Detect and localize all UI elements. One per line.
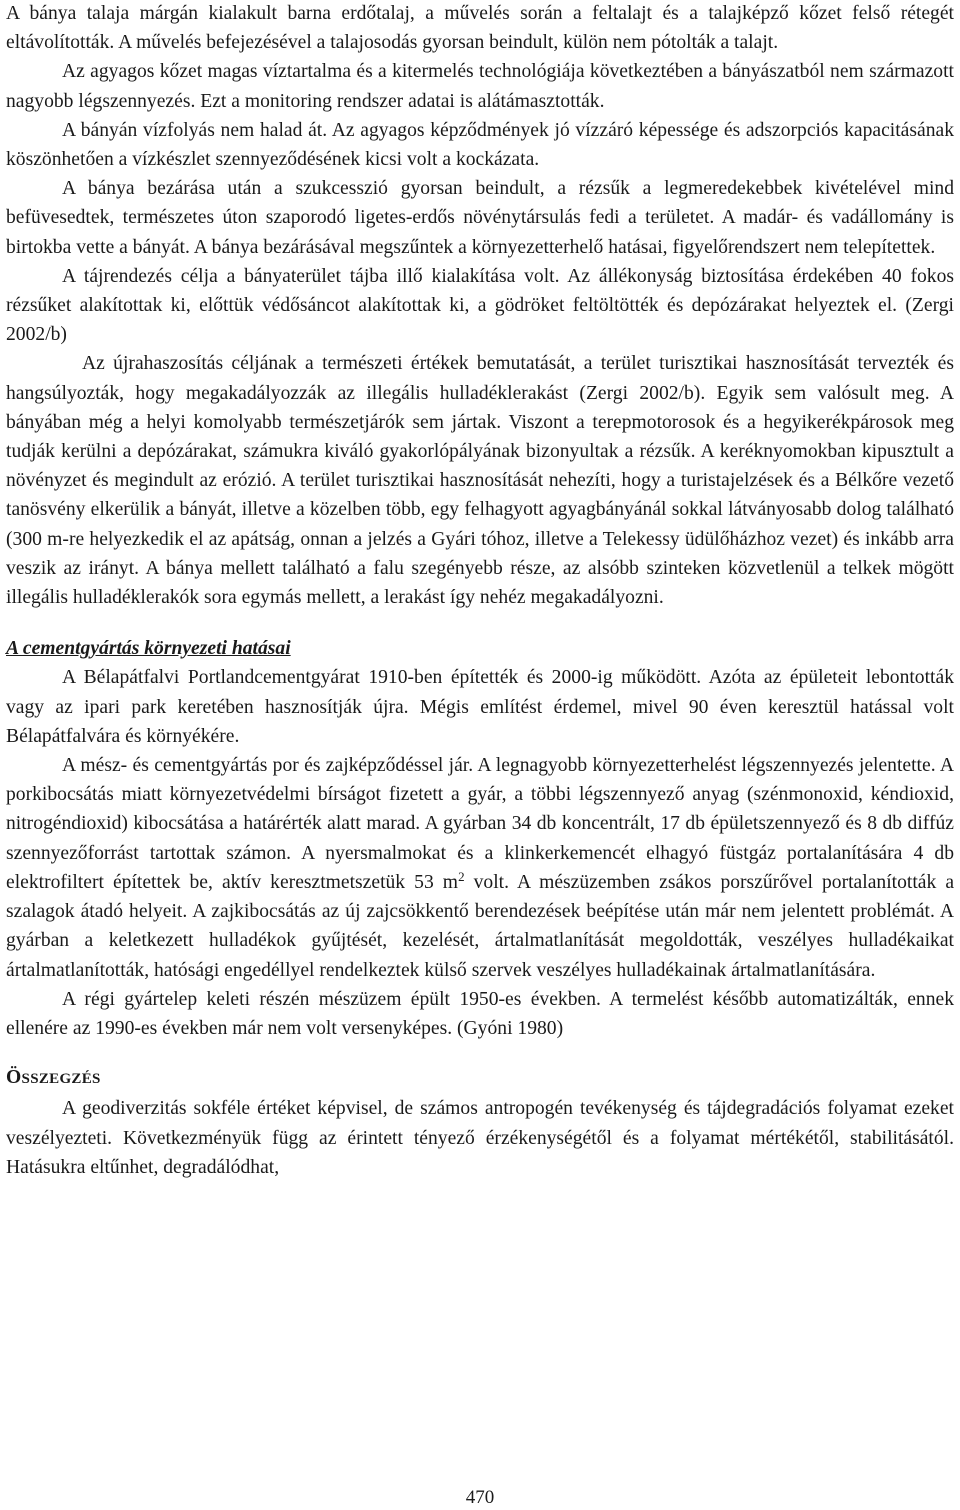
- summary-heading-initial: Ö: [6, 1067, 22, 1089]
- paragraph-landscape: A tájrendezés célja a bányaterület tájba illő kialakítása volt. Az állékonyság biztosítása érdekében 40 fokos rézsűket alakítottak ki, előttük védősáncot alakítottak ki, a gödröket feltöltötték és depózárakat helyeztek el. (Zergi 2002/b): [6, 265, 954, 346]
- summary-heading-rest: SSZEGZÉS: [21, 1071, 101, 1088]
- paragraph-succession: A bánya bezárása után a szukcesszió gyorsan beindult, a rézsűk a legmeredekebbek kivételével mind befüvesedtek, természetes úton szaporodó ligetes-erdős növénytársulás fedi a területet. A madár- és vadállomány is birtokba vette a bányát. A bánya bezárásával megszűntek a környezetterhelő hatásai, figyelőrendszert nem telepítettek.: [6, 178, 954, 258]
- paragraph-summary: A geodiverzitás sokféle értéket képvisel, de számos antropogén tevékenység és tájdegradációs folyamat ezeket veszélyezteti. Következményük függ az érintett tényező érzékenységétől és a folyamat mértékétől, stabilitásától. Hatásukra eltűnhet, degradálódhat,: [6, 1098, 954, 1178]
- paragraph-soil: A bánya talaja márgán kialakult barna erdőtalaj, a művelés során a feltalajt és a talajképző kőzet felső rétegét eltávolították. A művelés befejezésével a talajosodás gyorsan beindult, külön nem pótolták a talajt.: [6, 3, 954, 54]
- paragraph-reuse: Az újrahaszosítás céljának a természeti értékek bemutatását, a terület turisztikai hasznosítását tervezték és hangsúlyozták, hogy megakadályozzák az illegális hulladéklerakást (Zergi 2002/b). Egyik sem valósult meg. A bányában még a helyi komolyabb természetjárók sem jártak. Viszont a terepmotorosok és a hegyikerékpárosok meg tudják kerülni a depózárakat, számukra kiváló gyakorlópályának bizonyultak a rézsűk. A keréknyomokban kipusztult a növényzet és megindult az erózió. A terület turisztikai hasznosítását nehezíti, hogy a turistajelzések és a Bélkőre vezető tanösvény elkerülik a bányát, illetve a közelben több, egy felhagyott agyagbányánál sokkal látványosabb dolog található (300 m-re helyezkedik el az apátság, onnan a jelzés a Gyári tóhoz, illetve a Telekessy üdülőházhoz vezet) és inkább arra veszik az irányt. A bánya mellett található a falu szegényebb része, az alsóbb szinteken közvetlenül a telkek mögött illegális hulladéklerakók sora egymás mellett, a lerakást így nehéz megakadályozni.: [6, 353, 954, 609]
- paragraph-cement-pollution-part2: volt. A mészüzemben zsákos porszűrővel portalanították a szalagok átadó helyeit. A zajkibocsátás az új zajcsökkentő berendezések beépítése után már nem jelentett problémát. A gyárban a keletkezett hulladékok gyűjtését, kezelését, ártalmatlanítását megoldották, veszélyes hulladékaikat ártalmatlanították, hatósági engedéllyel rendelkeztek külső szervek veszélyes hulladékainak ártalmatlanítására.: [6, 871, 955, 981]
- paragraph-air-pollution: Az agyagos kőzet magas víztartalma és a kitermelés technológiája következtében a bányászatból nem származott nagyobb légszennyezés. Ezt a monitoring rendszer adatai is alátámasztották.: [6, 61, 954, 112]
- page-number: 470: [465, 1487, 495, 1508]
- paragraph-water: A bányán vízfolyás nem halad át. Az agyagos képződmények jó vízzáró képessége és adszorpciós kapacitásának köszönhetően a vízkészlet szennyeződésének kicsi volt a kockázata.: [6, 119, 954, 171]
- document-page: [6, 0, 954, 1182]
- paragraph-cement-pollution-part1: A mész- és cementgyártás por és zajképződéssel jár. A legnagyobb környezetterhelést légszennyezés jelentette. A porkibocsátás miatt környezetvédelmi bírságot fizetett a gyár, a többi légszennyező anyag (szénmonoxid, kéndioxid, nitrogéndioxid) kibocsátása a határérték alatt marad. A gyárban 34 db koncentrált, 17 db épületszennyező és 8 db diffúz szennyezőforrást tartottak számon. A nyersmalmokat és a klinkerkemencét elhagyó füstgáz portalanítására 4 db elektrofiltert építettek be, aktív keresztmetszetük 53 m: [6, 755, 954, 893]
- section-heading-cement: A cementgyártás környezeti hatásai: [6, 638, 291, 660]
- paragraph-lime-plant: A régi gyártelep keleti részén mészüzem épült 1950-es években. A termelést később automatizálták, ennek ellenére az 1990-es években már nem volt versenyképes. (Gyóni 1980): [6, 988, 954, 1039]
- paragraph-cement-factory: A Bélapátfalvi Portlandcementgyárat 1910-ben építették és 2000-ig működött. Azóta az épületeit lebontották vagy az ipari park keretében hasznosítják újra. Mégis említést érdemel, mivel 90 éven keresztül hatással volt Bélapátfalvára és környékére.: [6, 667, 954, 747]
- paragraph-cement-pollution: [6, 751, 954, 985]
- section-heading-summary: [6, 1063, 954, 1094]
- superscript-two: 2: [458, 868, 465, 884]
